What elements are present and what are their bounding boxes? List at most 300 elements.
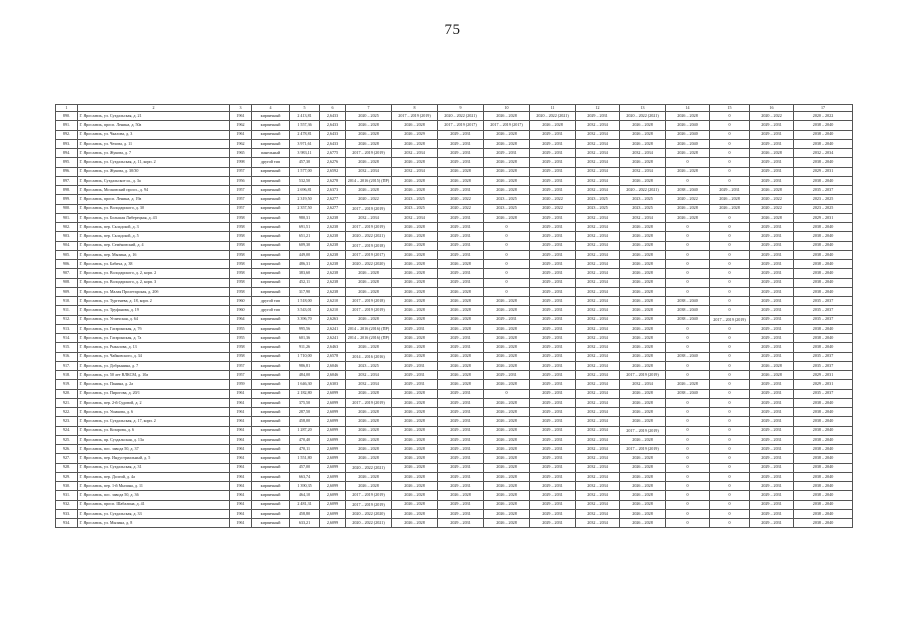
table-cell: кирпичный — [252, 334, 290, 343]
table-cell: 2,6263 — [320, 315, 346, 324]
table-cell: 918. — [56, 371, 78, 380]
table-cell: 2038 – 2040 — [794, 519, 853, 528]
table-cell: 2038 – 2040 — [794, 417, 853, 426]
table-cell: 2029 – 2031 — [438, 426, 484, 435]
table-cell: 0 — [666, 361, 710, 370]
table-cell: 0 — [666, 324, 710, 333]
table-cell: 930. — [56, 482, 78, 491]
table-cell: Г. Ярославль, ул. Суздальская, д. 33 — [78, 509, 230, 518]
table-cell: 2032 – 2034 — [620, 167, 666, 176]
table-cell: 2029 – 2031 — [438, 509, 484, 518]
table-cell: 0 — [710, 482, 750, 491]
table-cell: кирпичный — [252, 361, 290, 370]
table-cell: 2032 – 2034 — [576, 519, 620, 528]
table-cell: 2,6373 — [320, 186, 346, 195]
table-cell: 0 — [710, 519, 750, 528]
table-row — [56, 454, 853, 463]
column-number: 5 — [290, 105, 320, 112]
table-cell: 2029 – 2031 — [530, 158, 576, 167]
table-cell: 2026 – 2028 — [484, 426, 530, 435]
table-cell: 0 — [710, 445, 750, 454]
table-cell: Г. Ярославль, ул. Жукова, д. 7 — [78, 149, 230, 158]
table-cell: 2038 – 2040 — [794, 139, 853, 148]
table-row — [56, 213, 853, 222]
table-cell: 0 — [710, 278, 750, 287]
table-cell: 317,90 — [290, 287, 320, 296]
table-cell: Г. Ярославль, Московский просп., д. 94 — [78, 186, 230, 195]
table-cell: 2026 – 2028 — [620, 398, 666, 407]
column-number: 8 — [392, 105, 438, 112]
table-cell: 2038 – 2040 — [794, 454, 853, 463]
table-cell: Г. Ярославль, ул. Чкалова, д. 3 — [78, 130, 230, 139]
table-cell: кирпичный — [252, 435, 290, 444]
table-cell: 1965 — [230, 149, 252, 158]
table-cell: 912. — [56, 315, 78, 324]
table-cell: 2026 – 2028 — [666, 380, 710, 389]
table-cell: 470,40 — [290, 435, 320, 444]
table-cell: 2020 – 2022 — [438, 195, 484, 204]
table-cell: 2029 – 2031 — [750, 454, 794, 463]
table-cell: 2026 – 2028 — [438, 297, 484, 306]
table-cell: 0 — [666, 435, 710, 444]
table-cell: 2029 – 2031 — [392, 361, 438, 370]
table-cell: 2032 – 2034 — [576, 371, 620, 380]
table-cell: 2038 – 2040 — [794, 130, 853, 139]
table-cell: 3 971,61 — [290, 139, 320, 148]
table-cell: Г. Ярославль, ул. Суздальская, д. 17, корп. 2 — [78, 417, 230, 426]
table-cell: 2029 – 2031 — [438, 454, 484, 463]
table-cell: 2032 – 2034 — [576, 509, 620, 518]
table-cell: 2017 – 2019 (2019) — [620, 426, 666, 435]
table-cell: 2017 – 2019 (2019) — [346, 306, 392, 315]
table-cell: 923. — [56, 417, 78, 426]
table-cell: 2017 – 2019 (2019) — [710, 315, 750, 324]
table-cell: 2029 – 2031 — [438, 250, 484, 259]
table-cell: 2029 – 2031 — [484, 371, 530, 380]
table-cell: 2026 – 2028 — [620, 324, 666, 333]
table-cell: 2017 – 2019 (2019) — [620, 445, 666, 454]
table-cell: 2026 – 2028 — [484, 352, 530, 361]
table-cell: 2026 – 2028 — [438, 324, 484, 333]
table-cell: 2,6099 — [320, 454, 346, 463]
table-cell: 0 — [710, 389, 750, 398]
table-cell: 2038 – 2040 — [666, 186, 710, 195]
table-cell: 1957 — [230, 167, 252, 176]
table-cell: 2026 – 2028 — [438, 371, 484, 380]
column-number: 14 — [666, 105, 710, 112]
table-cell: 2026 – 2028 — [392, 398, 438, 407]
table-cell: 2038 – 2040 — [794, 269, 853, 278]
table-cell: Г. Ярославль, пер. Складской, д. 3 — [78, 223, 230, 232]
schedule-table-wrap — [55, 104, 852, 528]
table-cell: 287,50 — [290, 408, 320, 417]
table-cell: 375,50 — [290, 398, 320, 407]
table-cell: 0 — [710, 334, 750, 343]
table-cell: 896. — [56, 167, 78, 176]
table-cell: 1998 — [230, 158, 252, 167]
table-cell: 2026 – 2028 — [392, 408, 438, 417]
table-cell: 2029 – 2031 — [438, 223, 484, 232]
table-cell: 2,6099 — [320, 417, 346, 426]
table-cell: 2,6099 — [320, 500, 346, 509]
table-cell: 2026 – 2028 — [484, 408, 530, 417]
table-cell: 2038 – 2040 — [794, 435, 853, 444]
table-row — [56, 139, 853, 148]
table-cell: кирпичный — [252, 287, 290, 296]
table-cell: 0 — [710, 121, 750, 130]
table-cell: 0 — [710, 509, 750, 518]
table-cell: 2029 – 2031 — [530, 408, 576, 417]
table-cell: 2032 – 2034 — [576, 232, 620, 241]
table-cell: 2032 – 2034 — [576, 352, 620, 361]
table-cell: 2029 – 2031 — [438, 278, 484, 287]
table-cell: 2035 – 2037 — [794, 389, 853, 398]
table-row — [56, 130, 853, 139]
table-cell: Г. Ярославль, пер. Складской, д. 5 — [78, 232, 230, 241]
table-cell: 2029 – 2031 — [530, 297, 576, 306]
table-cell: 1961 — [230, 463, 252, 472]
table-cell: 0 — [484, 250, 530, 259]
table-cell: 2035 – 2037 — [794, 186, 853, 195]
table-cell: 1961 — [230, 445, 252, 454]
table-cell: 2020 – 2022 (2021) — [346, 519, 392, 528]
table-cell: Г. Ярославль, ул. Рыкалова, д. 13 — [78, 343, 230, 352]
table-cell: Г. Ярославль, ул. Володарского, д. 2, корп. 2 — [78, 269, 230, 278]
table-cell: 2026 – 2028 — [392, 343, 438, 352]
table-cell: 893. — [56, 139, 78, 148]
table-cell: 1958 — [230, 223, 252, 232]
table-cell: 2,6276 — [320, 158, 346, 167]
table-cell: Г. Ярославль, ул. Панина, д. 2а — [78, 380, 230, 389]
table-row — [56, 435, 853, 444]
table-cell: 486,31 — [290, 260, 320, 269]
table-row — [56, 482, 853, 491]
table-cell: 2029 – 2031 — [438, 343, 484, 352]
column-number: 17 — [794, 105, 853, 112]
table-cell: кирпичный — [252, 445, 290, 454]
table-cell: 2020 – 2022 (2021) — [530, 112, 576, 121]
table-row — [56, 278, 853, 287]
table-cell: 2023 – 2025 — [620, 195, 666, 204]
table-cell: другой тип — [252, 297, 290, 306]
table-cell: 470,11 — [290, 445, 320, 454]
table-cell: 2038 – 2040 — [794, 241, 853, 250]
table-cell: 2029 – 2031 — [750, 297, 794, 306]
table-cell: 2020 – 2025 — [346, 112, 392, 121]
table-cell: 2026 – 2028 — [484, 509, 530, 518]
table-cell: 2026 – 2028 — [620, 472, 666, 481]
table-cell: 2,6238 — [320, 241, 346, 250]
table-cell: Г. Ярославль, пер. Долгий, д. 4а — [78, 472, 230, 481]
table-cell: 2,6238 — [320, 287, 346, 296]
table-cell: 2029 – 2031 — [530, 315, 576, 324]
table-cell: 2026 – 2028 — [620, 509, 666, 518]
table-cell: кирпичный — [252, 112, 290, 121]
table-cell: 2026 – 2028 — [750, 361, 794, 370]
table-cell: другой тип — [252, 158, 290, 167]
table-row — [56, 315, 853, 324]
table-cell: 2029 – 2031 — [710, 186, 750, 195]
table-cell: 2032 – 2034 — [576, 463, 620, 472]
table-cell: 1961 — [230, 389, 252, 398]
table-cell: Г. Ярославль, ул. Козарова, д. 6 — [78, 426, 230, 435]
table-cell: 2032 – 2034 — [576, 297, 620, 306]
table-cell: 900. — [56, 204, 78, 213]
table-cell: 0 — [666, 463, 710, 472]
table-cell: 2029 – 2031 — [750, 343, 794, 352]
table-cell: Г. Ярославль, пр. Суздальская, д. 13а — [78, 435, 230, 444]
table-cell: 2020 – 2022 (2020) — [346, 509, 392, 518]
table-cell: Г. Ярославль, просп. Ленина, д. 19а — [78, 195, 230, 204]
table-cell: 2023 – 2025 — [576, 195, 620, 204]
table-row — [56, 361, 853, 370]
table-cell: 2035 – 2037 — [794, 306, 853, 315]
table-cell: 2026 – 2028 — [392, 445, 438, 454]
table-cell: 2029 – 2031 — [530, 361, 576, 370]
table-cell: 2026 – 2028 — [484, 463, 530, 472]
table-cell: 2,6433 — [320, 130, 346, 139]
table-cell: 0 — [710, 250, 750, 259]
table-row — [56, 260, 853, 269]
table-cell: 2026 – 2028 — [346, 186, 392, 195]
table-cell: 1958 — [230, 260, 252, 269]
table-cell: 2026 – 2028 — [346, 426, 392, 435]
table-cell: 2023 – 2025 — [794, 195, 853, 204]
table-cell: 2026 – 2028 — [484, 139, 530, 148]
table-cell: 2026 – 2028 — [392, 491, 438, 500]
table-cell: 1 551,80 — [290, 454, 320, 463]
table-cell: 2029 – 2031 — [750, 398, 794, 407]
table-cell: 449,00 — [290, 250, 320, 259]
table-cell: 2038 – 2040 — [794, 260, 853, 269]
table-row — [56, 491, 853, 500]
table-cell: 1958 — [230, 250, 252, 259]
column-number: 15 — [710, 105, 750, 112]
table-cell: 457,30 — [290, 158, 320, 167]
table-cell: 2026 – 2028 — [484, 112, 530, 121]
table-cell: 2032 – 2034 — [576, 167, 620, 176]
table-cell: 0 — [666, 417, 710, 426]
table-cell: Г. Ярославль, просп. Шабалина, д. 41 — [78, 500, 230, 509]
table-cell: 2029 – 2031 — [750, 519, 794, 528]
table-row — [56, 343, 853, 352]
table-cell: 2029 – 2031 — [794, 213, 853, 222]
table-cell: 0 — [484, 241, 530, 250]
table-cell: 2032 – 2034 — [576, 269, 620, 278]
table-cell: 2023 – 2025 — [346, 361, 392, 370]
table-cell: 2,6433 — [320, 112, 346, 121]
table-cell: кирпичный — [252, 204, 290, 213]
table-cell: 2029 – 2031 — [750, 315, 794, 324]
table-cell: 2026 – 2028 — [392, 139, 438, 148]
table-cell: кирпичный — [252, 426, 290, 435]
table-cell: 0 — [710, 269, 750, 278]
table-cell: 2,6099 — [320, 426, 346, 435]
table-row — [56, 121, 853, 130]
table-cell: 2,6238 — [320, 269, 346, 278]
table-body — [56, 112, 853, 528]
table-cell: 663,74 — [290, 472, 320, 481]
table-cell: 2026 – 2028 — [484, 176, 530, 185]
table-cell: 2029 – 2031 — [794, 167, 853, 176]
table-cell: 897. — [56, 176, 78, 185]
table-cell: Г. Ярославль, ул. Труфанова, д. 19 — [78, 306, 230, 315]
table-cell: Г. Ярославль, ул. Суздальская, д. 21 — [78, 112, 230, 121]
table-row — [56, 112, 853, 121]
table-cell: 0 — [710, 223, 750, 232]
table-cell: кирпичный — [252, 130, 290, 139]
table-cell: 0 — [666, 232, 710, 241]
table-cell: 2038 – 2040 — [794, 334, 853, 343]
table-cell: 2029 – 2031 — [530, 380, 576, 389]
table-cell: 2029 – 2031 — [530, 389, 576, 398]
table-cell: 2026 – 2028 — [346, 269, 392, 278]
table-cell: 2029 – 2031 — [750, 417, 794, 426]
table-cell: 2026 – 2028 — [438, 491, 484, 500]
table-cell: 2029 – 2031 — [530, 167, 576, 176]
table-cell: 2,6099 — [320, 509, 346, 518]
table-cell: 2026 – 2028 — [484, 334, 530, 343]
table-cell: 0 — [710, 232, 750, 241]
table-cell: 2,6099 — [320, 472, 346, 481]
table-cell: 2026 – 2028 — [392, 297, 438, 306]
table-cell: 2032 – 2034 — [576, 380, 620, 389]
table-cell: 2017 – 2019 (2017) — [484, 121, 530, 130]
table-cell: 2,6278 — [320, 176, 346, 185]
table-cell: 2032 – 2034 — [620, 149, 666, 158]
table-cell: 2032 – 2034 — [576, 139, 620, 148]
table-cell: 1961 — [230, 454, 252, 463]
table-cell: 2026 – 2028 — [346, 482, 392, 491]
table-cell: 915. — [56, 343, 78, 352]
table-row — [56, 167, 853, 176]
table-cell: 0 — [484, 260, 530, 269]
table-cell: 2029 – 2031 — [438, 519, 484, 528]
table-row — [56, 426, 853, 435]
table-cell: 2,6303 — [320, 380, 346, 389]
table-cell: 2023 – 2025 — [392, 195, 438, 204]
table-cell: кирпичный — [252, 241, 290, 250]
table-cell: 2032 – 2034 — [576, 426, 620, 435]
table-cell: 2038 – 2040 — [794, 472, 853, 481]
table-cell: 1961 — [230, 509, 252, 518]
table-cell: 0 — [710, 112, 750, 121]
table-cell: 2026 – 2028 — [484, 398, 530, 407]
table-cell: 1961 — [230, 519, 252, 528]
table-cell: 933. — [56, 509, 78, 518]
table-cell: кирпичный — [252, 454, 290, 463]
table-cell: 2029 – 2031 — [750, 426, 794, 435]
table-cell: 2032 – 2034 — [576, 287, 620, 296]
table-cell: 2026 – 2028 — [392, 287, 438, 296]
table-cell: 2026 – 2028 — [620, 519, 666, 528]
table-cell: 2026 – 2028 — [620, 260, 666, 269]
table-cell: 2026 – 2028 — [620, 223, 666, 232]
table-cell: 0 — [710, 343, 750, 352]
table-cell: 986,81 — [290, 361, 320, 370]
table-cell: 2026 – 2028 — [666, 112, 710, 121]
table-cell: 921. — [56, 398, 78, 407]
table-cell: 2032 – 2034 — [576, 260, 620, 269]
table-row — [56, 287, 853, 296]
table-cell: 2038 – 2040 — [794, 343, 853, 352]
table-cell: 2026 – 2028 — [620, 315, 666, 324]
column-number: 1 — [56, 105, 78, 112]
table-cell: 2026 – 2028 — [392, 509, 438, 518]
table-cell: 0 — [666, 287, 710, 296]
table-cell: 2038 – 2040 — [794, 287, 853, 296]
table-cell: 2029 – 2031 — [530, 482, 576, 491]
table-cell: 898. — [56, 186, 78, 195]
table-cell: 1 390,35 — [290, 482, 320, 491]
page-number: 75 — [444, 22, 461, 38]
table-cell: 1 518,00 — [290, 297, 320, 306]
table-cell: кирпичный — [252, 186, 290, 195]
table-cell: 2026 – 2028 — [484, 491, 530, 500]
table-cell: 0 — [710, 361, 750, 370]
table-cell: 2038 – 2040 — [794, 121, 853, 130]
table-cell: 2026 – 2028 — [438, 380, 484, 389]
table-cell: 0 — [710, 417, 750, 426]
table-cell: 2026 – 2028 — [620, 139, 666, 148]
table-cell: 532,50 — [290, 176, 320, 185]
table-cell: 2014 – 2016 (2015) (ПР) — [346, 176, 392, 185]
table-cell: 2026 – 2028 — [392, 463, 438, 472]
table-cell: 452,11 — [290, 278, 320, 287]
table-cell: 2029 – 2031 — [750, 472, 794, 481]
table-cell: 2029 – 2031 — [530, 186, 576, 195]
table-cell: 2026 – 2028 — [620, 306, 666, 315]
table-cell: 2029 – 2031 — [530, 352, 576, 361]
table-cell: 0 — [710, 324, 750, 333]
table-cell: 2014 – 2016 (2016) (ПР) — [346, 334, 392, 343]
table-cell: Г. Ярославль, ул. Тургенева, д. 18, корп. 2 — [78, 297, 230, 306]
table-cell: 2029 – 2031 — [750, 287, 794, 296]
table-cell: 925. — [56, 435, 78, 444]
table-cell: 2029 – 2031 — [392, 380, 438, 389]
table-cell: 2029 – 2031 — [750, 389, 794, 398]
table-cell: 2026 – 2028 — [710, 204, 750, 213]
table-cell: 1961 — [230, 491, 252, 500]
table-cell: 2026 – 2028 — [620, 176, 666, 185]
table-cell: 891. — [56, 121, 78, 130]
table-cell: кирпичный — [252, 269, 290, 278]
table-cell: 0 — [710, 472, 750, 481]
table-cell: 2038 – 2040 — [666, 306, 710, 315]
table-cell: 2032 – 2034 — [576, 417, 620, 426]
table-cell: 916. — [56, 352, 78, 361]
table-cell: 2029 – 2031 — [530, 324, 576, 333]
table-cell: кирпичный — [252, 519, 290, 528]
table-cell: кирпичный — [252, 491, 290, 500]
table-cell: 609,30 — [290, 241, 320, 250]
column-number: 3 — [230, 105, 252, 112]
table-cell: 2038 – 2040 — [794, 232, 853, 241]
table-cell: 2032 – 2034 — [576, 250, 620, 259]
table-cell: 2020 – 2022 (2021) — [346, 232, 392, 241]
table-cell: 922. — [56, 408, 78, 417]
table-cell: 2029 – 2031 — [530, 491, 576, 500]
table-cell: 2 319,50 — [290, 195, 320, 204]
table-row — [56, 389, 853, 398]
table-cell: 2029 – 2031 — [750, 491, 794, 500]
table-cell: кирпичный — [252, 139, 290, 148]
table-header — [56, 105, 853, 112]
table-cell: 2032 – 2034 — [576, 158, 620, 167]
table-cell: 2029 – 2031 — [438, 482, 484, 491]
table-cell: Г. Ярославль, ул. Суздальская, д. 11, корп. 2 — [78, 158, 230, 167]
table-cell: 2029 – 2031 — [530, 241, 576, 250]
